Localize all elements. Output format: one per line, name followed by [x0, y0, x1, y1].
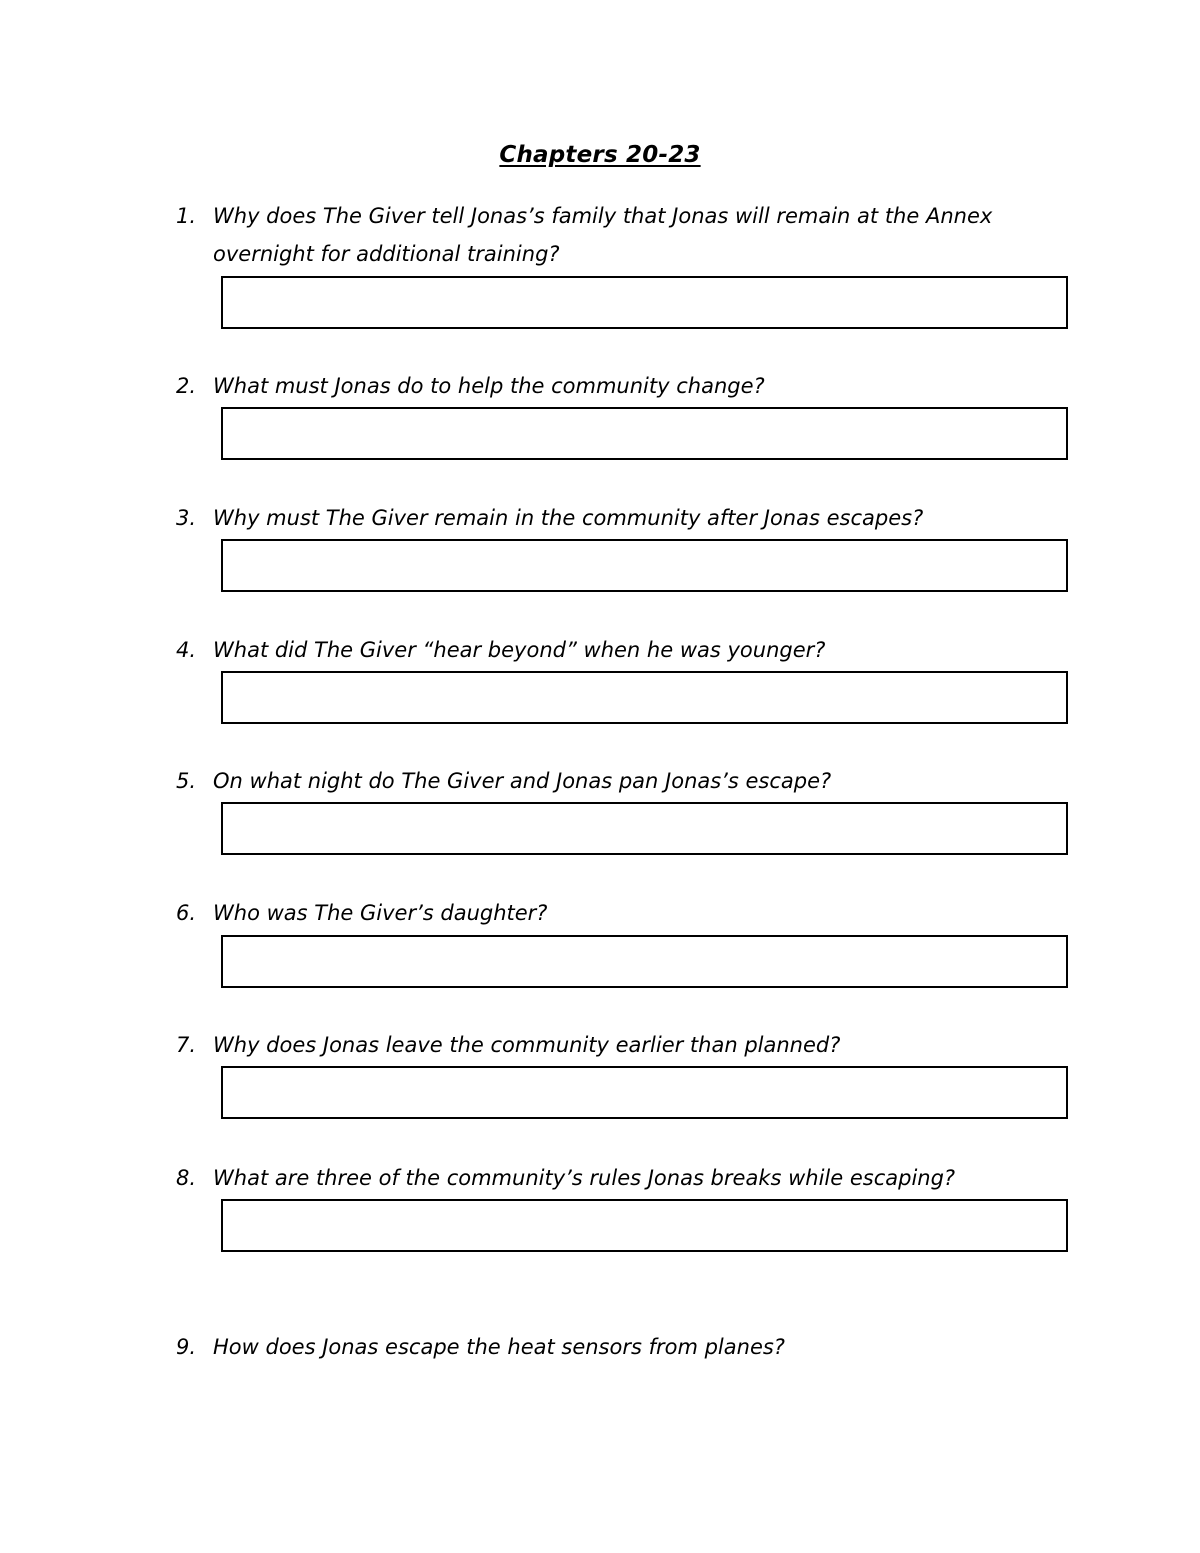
question-number: 4.: [176, 638, 197, 662]
question-text: What must Jonas do to help the community change?: [213, 374, 765, 398]
question-text: Why does The Giver tell Jonas’s family that Jonas will remain at the Annex overnight for additional training?: [213, 204, 993, 266]
question-3: [176, 499, 1076, 537]
answer-box-7[interactable]: [221, 1066, 1068, 1119]
answer-box-4[interactable]: [221, 671, 1068, 724]
question-text: How does Jonas escape the heat sensors from planes?: [213, 1335, 785, 1359]
question-4: [176, 631, 1076, 669]
question-number: 1.: [176, 204, 197, 228]
question-text: Who was The Giver’s daughter?: [213, 901, 548, 925]
answer-box-1[interactable]: [221, 276, 1068, 329]
question-number: 3.: [176, 506, 197, 530]
question-number: 2.: [176, 374, 197, 398]
question-2: [176, 367, 1076, 405]
question-number: 8.: [176, 1166, 197, 1190]
page-title: Chapters 20-23: [499, 142, 701, 168]
question-number: 6.: [176, 901, 197, 925]
question-text: What are three of the community’s rules Jonas breaks while escaping?: [213, 1166, 956, 1190]
answer-box-5[interactable]: [221, 802, 1068, 855]
question-number: 5.: [176, 769, 197, 793]
question-6: [176, 894, 1076, 932]
question-text: Why must The Giver remain in the community after Jonas escapes?: [213, 506, 924, 530]
question-1: [176, 197, 1076, 273]
question-7: [176, 1026, 1076, 1064]
answer-box-6[interactable]: [221, 935, 1068, 988]
answer-box-3[interactable]: [221, 539, 1068, 592]
question-5: [176, 762, 1076, 800]
question-number: 9.: [176, 1335, 197, 1359]
question-text: What did The Giver “hear beyond” when he was younger?: [213, 638, 826, 662]
question-8: [176, 1159, 1076, 1197]
question-number: 7.: [176, 1033, 197, 1057]
answer-box-2[interactable]: [221, 407, 1068, 460]
question-text: Why does Jonas leave the community earlier than planned?: [213, 1033, 841, 1057]
question-text: On what night do The Giver and Jonas pan Jonas’s escape?: [213, 769, 832, 793]
answer-box-8[interactable]: [221, 1199, 1068, 1252]
question-9: [176, 1328, 1076, 1366]
